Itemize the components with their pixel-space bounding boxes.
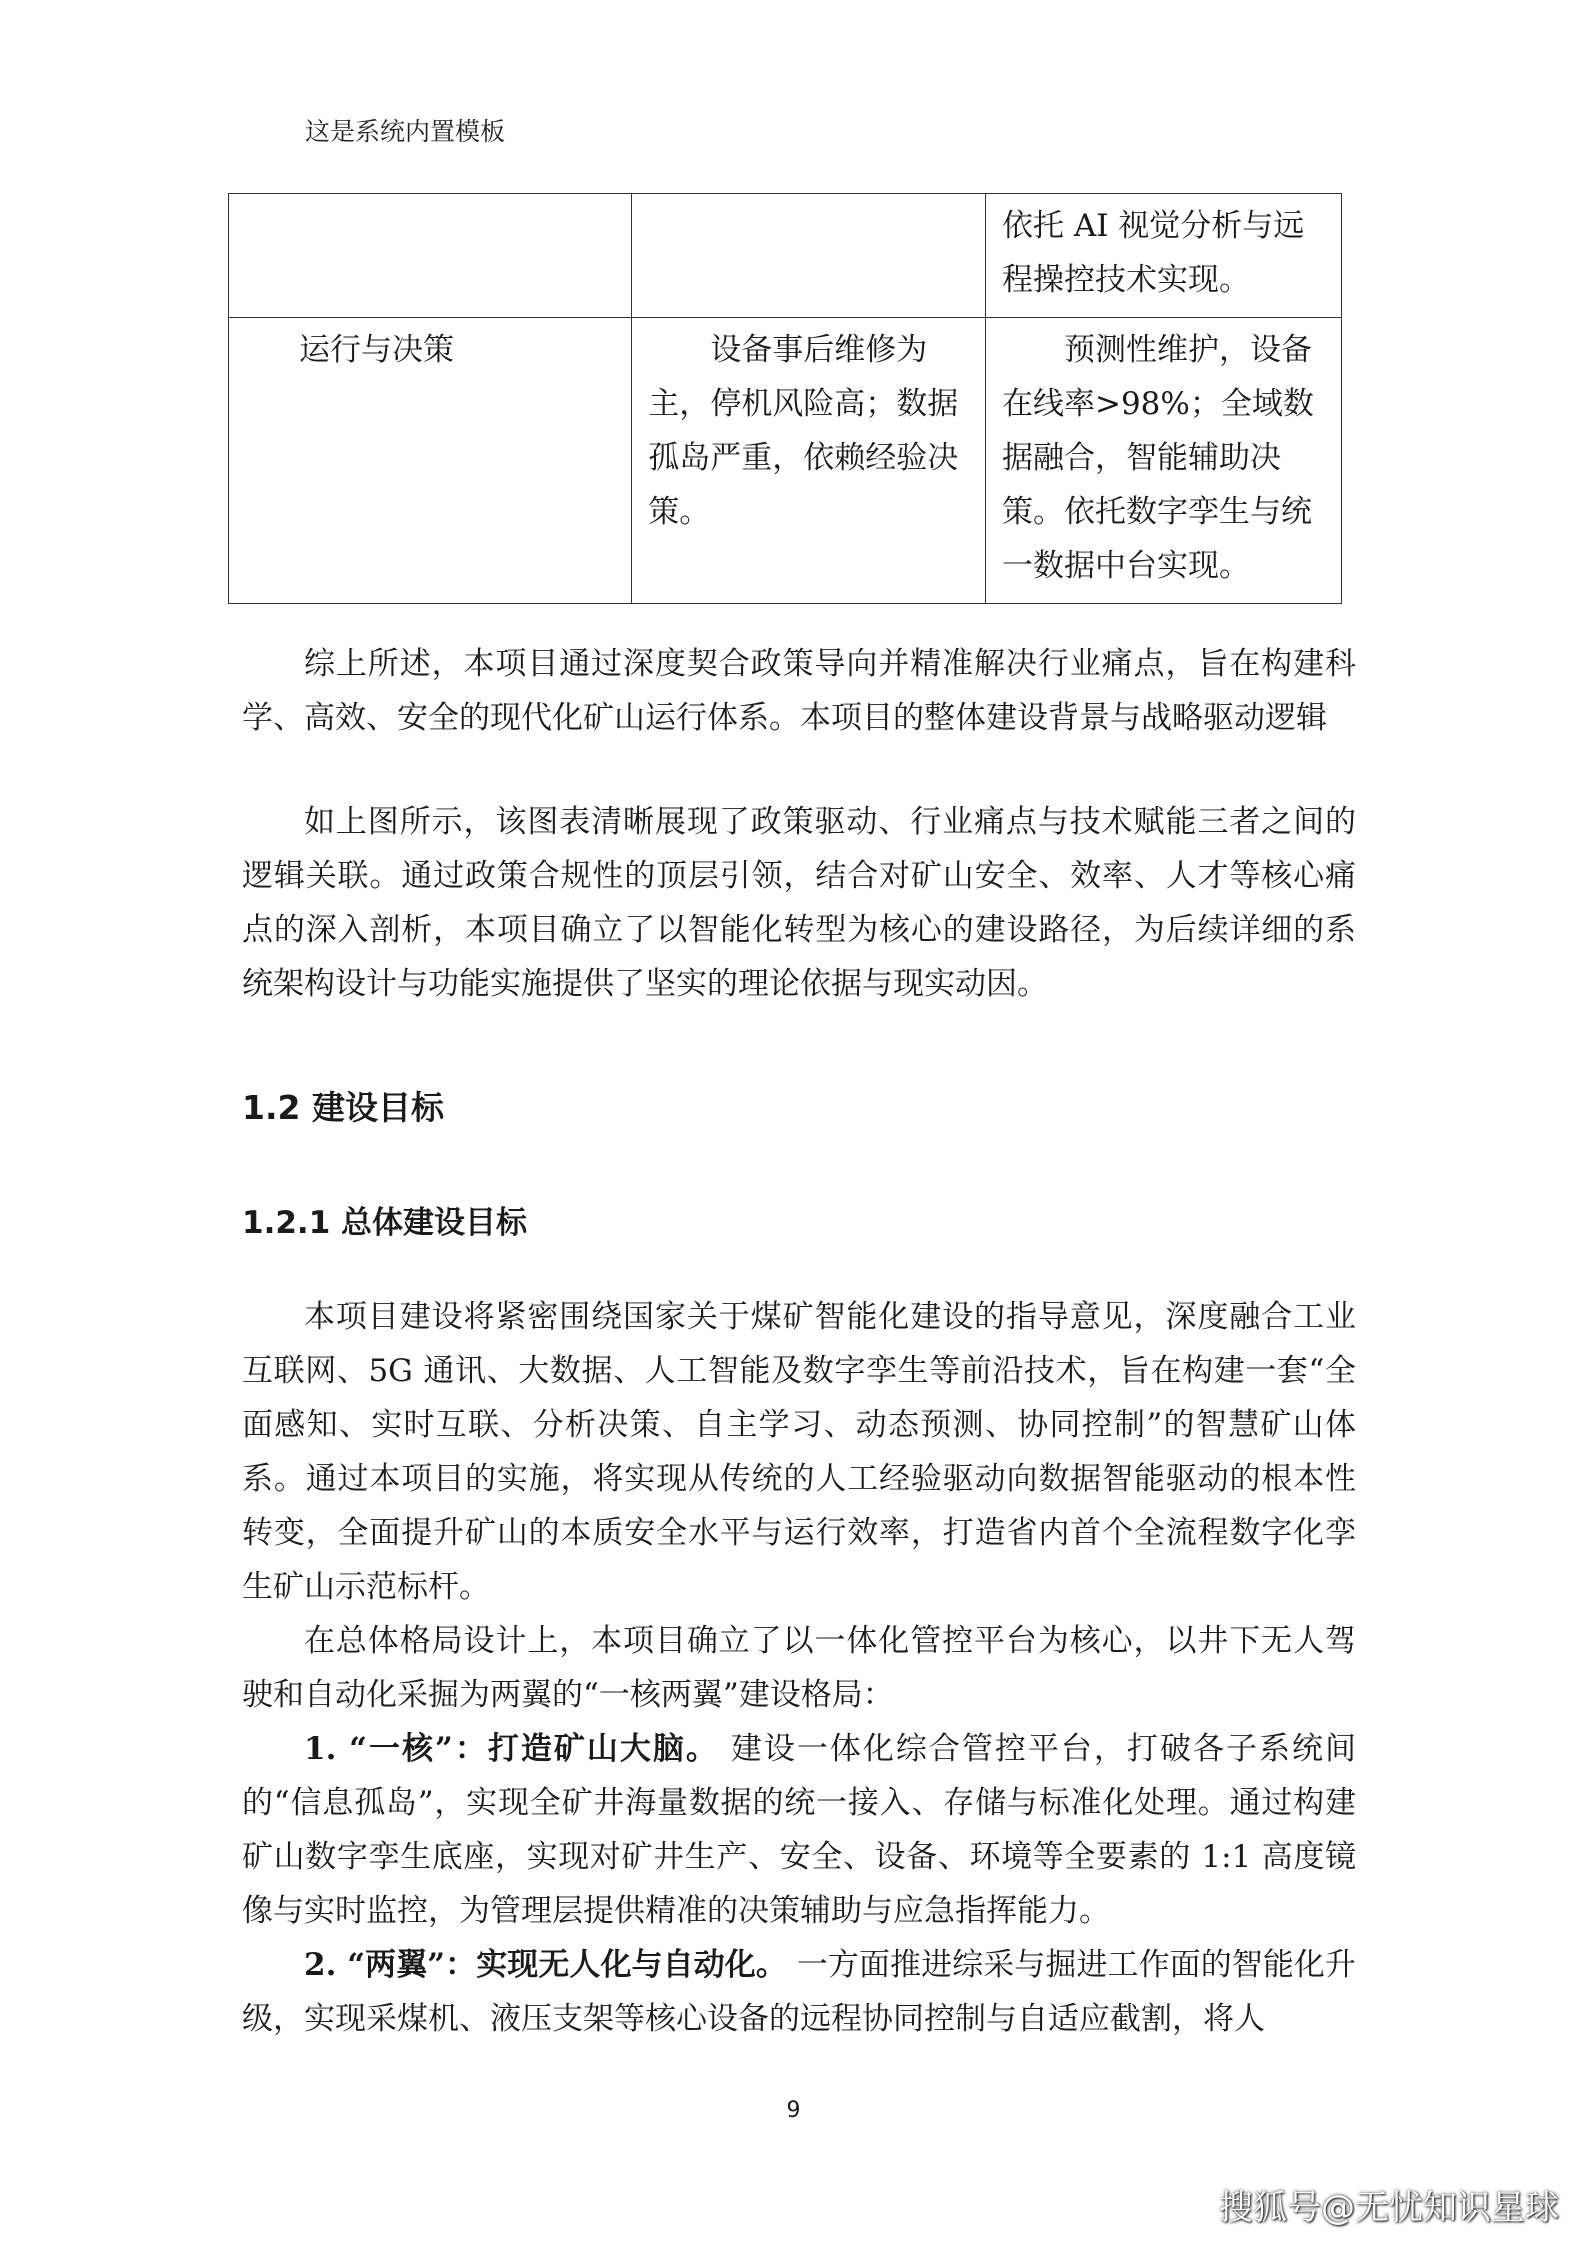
list-item-wings-body: 一方面推进综采与掘进工作面的智能化升级，实现采煤机、液压支架等核心设备的远程协同控制与自适应截割，将人 — [242, 1947, 1356, 2037]
list-item-wings-lead: 2. “两翼”：实现无人化与自动化。 — [304, 1947, 787, 1983]
table-row — [229, 318, 1342, 604]
list-item-core — [242, 1722, 1356, 1938]
list-item-wings — [242, 1938, 1356, 2046]
page-number: 9 — [786, 2098, 801, 2123]
table-cell-before — [632, 194, 986, 318]
list-item-core-body: 建设一体化综合管控平台，打破各子系统间的“信息孤岛”，实现全矿井海量数据的统一接入、存储与标准化处理。通过构建矿山数字孪生底座，实现对矿井生产、安全、设备、环境等全要素的 1:1 高度镜像与实时监控，为管理层提供精准的决策辅助与应急指挥能力。 — [242, 1731, 1356, 1929]
watermark: 搜狐号@无忧知识星球 — [1219, 2188, 1559, 2228]
table-cell-category — [229, 194, 632, 318]
paragraph-summary: 综上所述，本项目通过深度契合政策导向并精准解决行业痛点，旨在构建科学、高效、安全的现代化矿山运行体系。本项目的整体建设背景与战略驱动逻辑 — [242, 646, 1356, 736]
list-item-core-lead: 1. “一核”：打造矿山大脑。 — [304, 1731, 719, 1767]
table-cell-after: 依托 AI 视觉分析与远程操控技术实现。 — [985, 194, 1341, 318]
paragraph-overall-goal: 本项目建设将紧密围绕国家关于煤矿智能化建设的指导意见，深度融合工业互联网、5G 通讯、大数据、人工智能及数字孪生等前沿技术，旨在构建一套“全面感知、实时互联、分析决策、自主学习、动态预测、协同控制”的智慧矿山体系。通过本项目的实施，将实现从传统的人工经验驱动向数据智能驱动的根本性转变，全面提升矿山的本质安全水平与运行效率，打造省内首个全流程数字化孪生矿山示范标杆。 — [242, 1299, 1356, 1605]
table-cell-category: 运行与决策 — [229, 318, 632, 604]
header-note: 这是系统内置模板 — [305, 117, 506, 146]
table-row — [229, 194, 1342, 318]
comparison-table — [228, 193, 1342, 604]
subsection-heading: 1.2.1 总体建设目标 — [242, 1205, 528, 1241]
paragraph-figure-explanation: 如上图所示，该图表清晰展现了政策驱动、行业痛点与技术赋能三者之间的逻辑关联。通过政策合规性的顶层引领，结合对矿山安全、效率、人才等核心痛点的深入剖析，本项目确立了以智能化转型为核心的建设路径，为后续详细的系统架构设计与功能实施提供了坚实的理论依据与现实动因。 — [242, 804, 1356, 1002]
section-heading: 1.2 建设目标 — [242, 1088, 444, 1127]
table-cell-before: 设备事后维修为主，停机风险高；数据孤岛严重，依赖经验决策。 — [632, 318, 986, 604]
table-cell-after: 预测性维护，设备在线率>98%；全域数据融合，智能辅助决策。依托数字孪生与统一数据中台实现。 — [985, 318, 1341, 604]
paragraph-layout: 在总体格局设计上，本项目确立了以一体化管控平台为核心，以井下无人驾驶和自动化采掘为两翼的“一核两翼”建设格局： — [242, 1623, 1356, 1713]
